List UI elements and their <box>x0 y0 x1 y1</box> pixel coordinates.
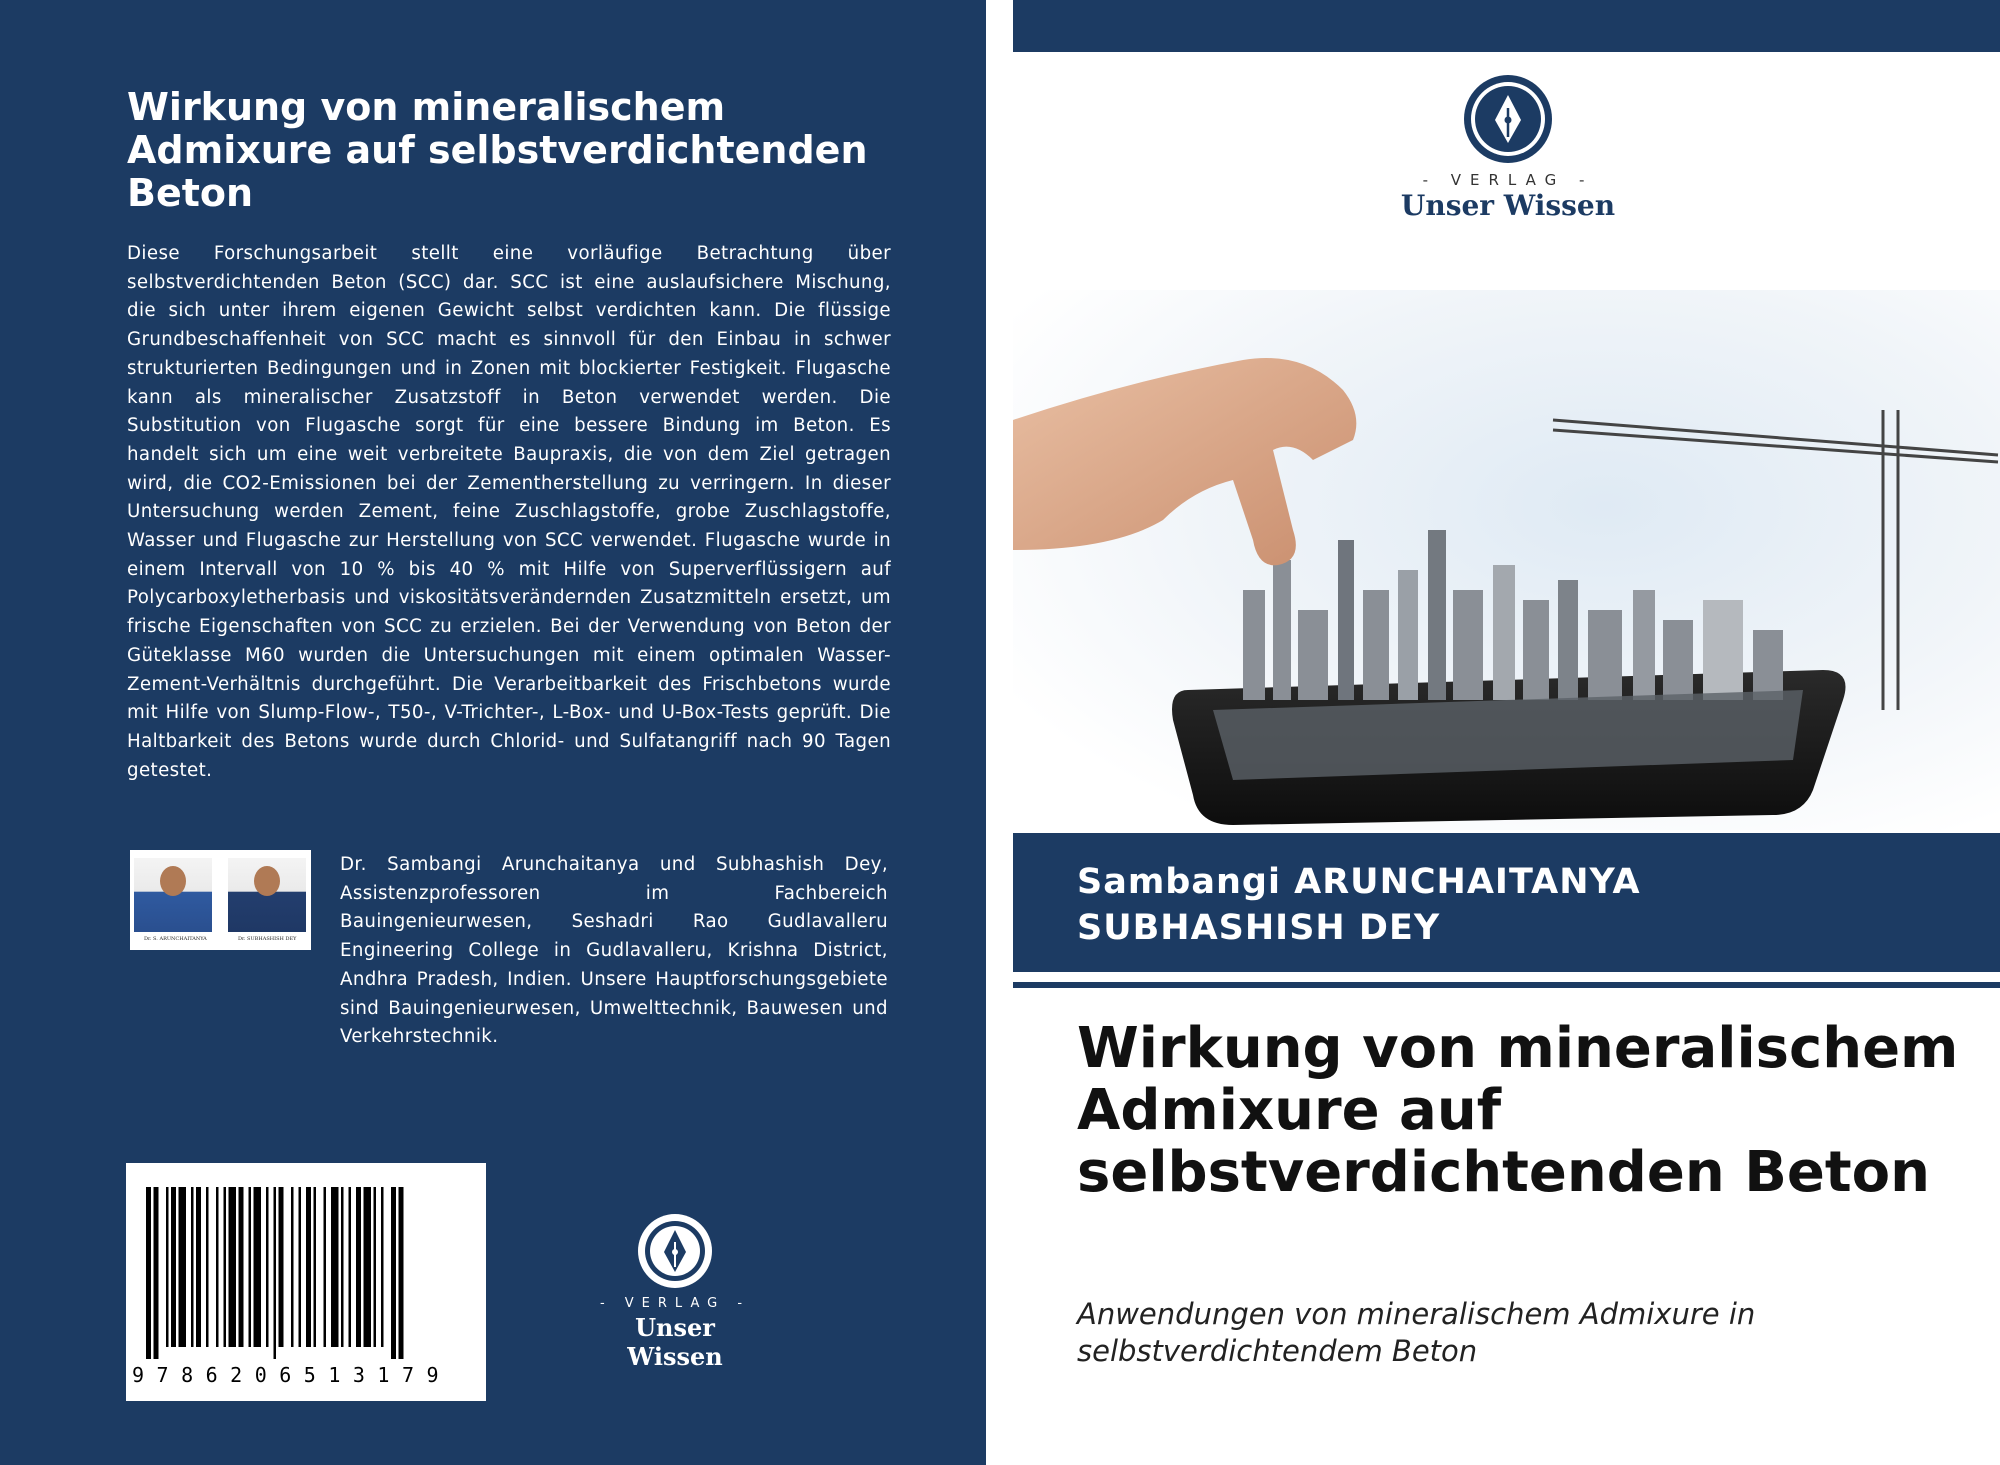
barcode-bar <box>291 1187 294 1347</box>
cover-illustration <box>1013 290 2000 830</box>
photo-caption-arunchaitanya: Dr. S. ARUNCHAITANYA <box>144 936 207 942</box>
author-name-2: SUBHASHISH DEY <box>1077 908 1441 948</box>
isbn-digits: 9786206513179 <box>132 1363 452 1387</box>
front-top-bar <box>1013 0 2000 52</box>
photo-caption-dey: Dr. SUBHASHISH DEY <box>238 936 297 942</box>
barcode-bar <box>391 1187 396 1359</box>
author-name-1: Sambangi ARUNCHAITANYA <box>1077 862 1641 902</box>
author-bio: Dr. Sambangi Arunchaitanya und Subhashish Dey, Assistenzprofessoren im Fachbereich Bauingenieurwesen, Seshadri Rao Gudlavalleru Engineering College in Gudlavalleru, Krishna District, Andhra Pradesh, Indien. Unsere Hauptforschungsgebiete sind Bauingenieurwesen, Umwelttechnik, Bauwesen und Verkehrstechnik. <box>340 854 888 1048</box>
barcode-bar <box>299 1187 302 1347</box>
barcode-bar <box>314 1187 317 1347</box>
barcode-bar <box>229 1187 237 1347</box>
barcode-bar <box>171 1187 176 1347</box>
barcode-bars <box>146 1187 466 1359</box>
barcode-bar <box>224 1187 227 1347</box>
barcode-bar <box>331 1187 339 1347</box>
front-cover <box>1013 0 2000 1465</box>
barcode-bar <box>364 1187 372 1347</box>
back-logo-brand: Unser Wissen <box>627 1313 723 1371</box>
barcode-bar <box>274 1187 277 1359</box>
barcode-bar <box>306 1187 311 1347</box>
front-publisher-logo <box>1393 73 1623 222</box>
barcode-bar <box>196 1187 201 1347</box>
barcode-bar <box>324 1187 327 1347</box>
barcode-bar <box>399 1187 404 1359</box>
barcode-bar <box>279 1187 284 1347</box>
author-band <box>1013 833 2000 972</box>
barcode-bar <box>249 1187 252 1347</box>
front-cover-subtitle: Anwendungen von mineralischem Admixure in selbstverdichtendem Beton <box>1077 1297 1756 1368</box>
barcode-bar <box>206 1187 209 1347</box>
front-logo-brand: Unser Wissen <box>1400 189 1616 222</box>
back-cover <box>0 0 986 1465</box>
barcode-bar <box>381 1187 384 1347</box>
back-cover-blurb: Diese Forschungsarbeit stellt eine vorläufige Betrachtung über selbstverdichtenden Beton (SCC) dar. SCC ist eine auslaufsichere Mischung, die sich unter ihrem eigenen Gewicht selbst verdichten kann. Die flüssige Grundbeschaffenheit von SCC macht es sinnvoll für den Einbau in schwer strukturierten Bedingungen und in Zonen mit blockierter Festigkeit. Flugasche kann als mineralischer Zusatzstoff in Beton verwendet werden. Die Substitution von Flugasche sorgt für eine bessere Bindung im Beton. Es handelt sich um eine weit verbreitete Baupraxis, die von dem Ziel getragen wird, die CO2-Emissionen bei der Zementherstellung zu verringern. In dieser Untersuchung werden Zement, feine Zuschlagstoffe, grobe Zuschlagstoffe, Wasser und Flugasche zur Herstellung von SCC verwendet. Flugasche wurde in einem Intervall von 10 % bis 40 % mit Hilfe von Superverflüssigern auf Polycarboxyletherbasis und viskositätsverändernden Zusatzmitteln ersetzt, um frische Eigenschaften von SCC zu erzielen. Bei der Verwendung von Beton der Güteklasse M60 wurden die Untersuchungen mit einem optimalen Wasser-Zement-Verhältnis durchgeführt. Die Verarbeitbarkeit des Frischbetons wurde mit Hilfe von Slump-Flow-, T50-, V-Trichter-, L-Box- und U-Box-Tests geprüft. Die Haltbarkeit des Betons wurde durch Chlorid- und Sulfatangriff nach 90 Tagen getestet. <box>127 243 891 781</box>
barcode-bar <box>356 1187 361 1347</box>
fountain-pen-nib-icon <box>1462 73 1554 165</box>
barcode-bar <box>179 1187 187 1347</box>
barcode-bar <box>374 1187 377 1347</box>
barcode-bar <box>239 1187 244 1347</box>
barcode-bar <box>216 1187 219 1347</box>
back-publisher-logo <box>590 1212 760 1371</box>
author-photo-arunchaitanya <box>134 858 212 932</box>
isbn-barcode <box>126 1163 486 1401</box>
fountain-pen-nib-icon <box>636 1212 714 1290</box>
back-logo-verlag: - VERLAG - <box>599 1296 751 1311</box>
front-cover-title: Wirkung von mineralischem Admixure auf selbstverdichtenden Beton <box>1077 1016 1959 1205</box>
barcode-bar <box>154 1187 159 1359</box>
divider-rule <box>1013 982 2000 988</box>
spine <box>986 0 1013 1465</box>
barcode-bar <box>166 1187 169 1347</box>
barcode-bar <box>341 1187 344 1347</box>
barcode-bar <box>254 1187 262 1347</box>
author-photo-dey <box>228 858 306 932</box>
barcode-bar <box>349 1187 352 1347</box>
barcode-bar <box>266 1187 269 1347</box>
author-photos <box>130 850 311 950</box>
back-cover-title: Wirkung von mineralischem Admixure auf selbstverdichtenden Beton <box>127 85 868 215</box>
barcode-bar <box>191 1187 194 1347</box>
front-logo-verlag: - VERLAG - <box>1422 171 1594 189</box>
barcode-bar <box>146 1187 151 1359</box>
